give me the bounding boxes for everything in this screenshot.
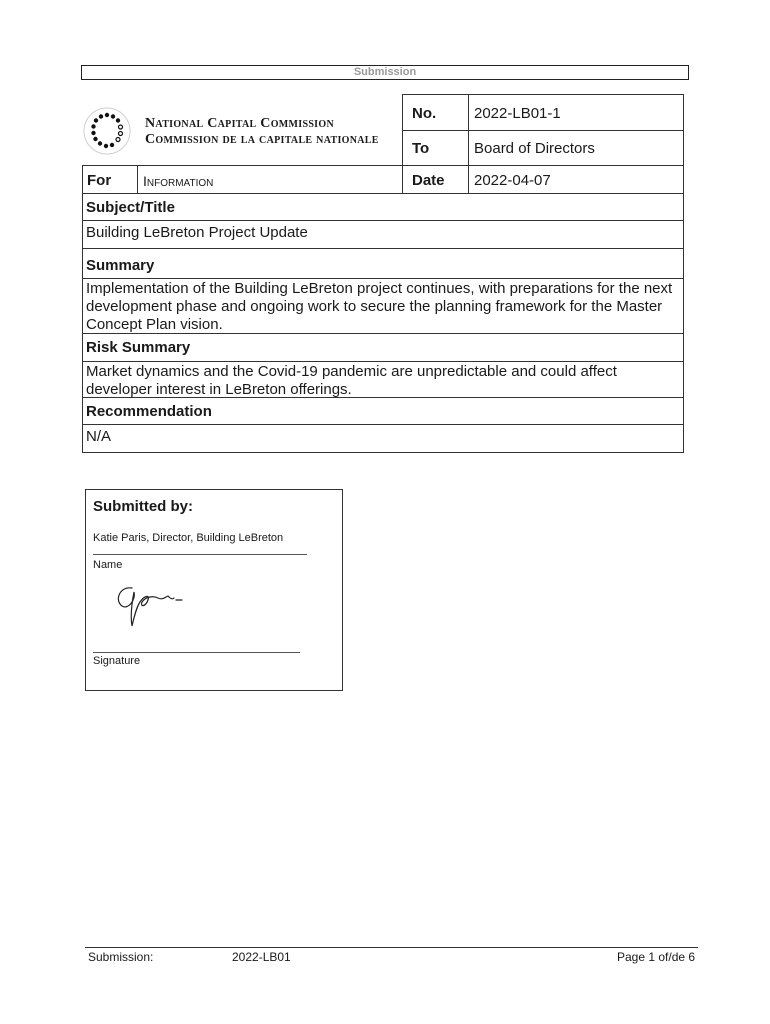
for-value: Information [143, 173, 214, 189]
name-line [93, 554, 307, 555]
handwritten-signature [110, 578, 200, 638]
ncc-logo-icon [82, 103, 132, 159]
table-border [82, 248, 684, 249]
for-label: For [87, 172, 112, 189]
table-border [82, 165, 83, 453]
org-name-french: Commission de la capitale nationale [145, 132, 379, 147]
table-border [402, 130, 684, 131]
submission-header-bar [81, 65, 689, 80]
table-border [82, 278, 684, 279]
table-border [82, 220, 684, 221]
to-label: To [412, 140, 430, 157]
recommendation-text: N/A [86, 428, 112, 445]
footer-submission-label: Submission: [88, 950, 154, 964]
table-border [82, 452, 684, 453]
org-name-english: National Capital Commission [145, 116, 334, 131]
subject-heading: Subject/Title [86, 199, 175, 216]
table-border [82, 165, 684, 166]
table-border [82, 361, 684, 362]
submitted-by-heading: Submitted by: [93, 498, 193, 515]
submitter-name: Katie Paris, Director, Building LeBreton [93, 532, 284, 544]
number-label: No. [412, 105, 437, 122]
submission-header-label: Submission [353, 66, 417, 78]
table-border [402, 94, 403, 193]
subject-text: Building LeBreton Project Update [86, 224, 308, 241]
footer-submission-number: 2022-LB01 [232, 950, 291, 964]
name-label: Name [93, 559, 123, 571]
table-border [82, 193, 684, 194]
footer-page-number: Page 1 of/de 6 [617, 950, 696, 964]
table-border [468, 94, 469, 193]
table-border [402, 94, 684, 95]
number-value: 2022-LB01-1 [474, 105, 561, 122]
summary-heading: Summary [86, 257, 155, 274]
to-value: Board of Directors [474, 140, 595, 157]
date-value: 2022-04-07 [474, 172, 551, 189]
table-border [137, 165, 138, 193]
risk-summary-text: Market dynamics and the Covid-19 pandemic are unpredictable and could affect developer interest in LeBreton offerings. [86, 363, 617, 398]
signature-line [93, 652, 300, 653]
table-border [683, 94, 684, 453]
recommendation-heading: Recommendation [86, 403, 212, 420]
submitted-by-box [85, 489, 343, 691]
ncc-logo-block [82, 95, 402, 165]
table-border [82, 424, 684, 425]
date-label: Date [412, 172, 445, 189]
footer-rule [85, 947, 698, 948]
summary-text: Implementation of the Building LeBreton project continues, with preparations for the next development phase and ongoing work to secure the planning framework for the Master Concept Plan vision. [86, 280, 673, 333]
risk-summary-heading: Risk Summary [86, 339, 191, 356]
signature-label: Signature [93, 655, 141, 667]
